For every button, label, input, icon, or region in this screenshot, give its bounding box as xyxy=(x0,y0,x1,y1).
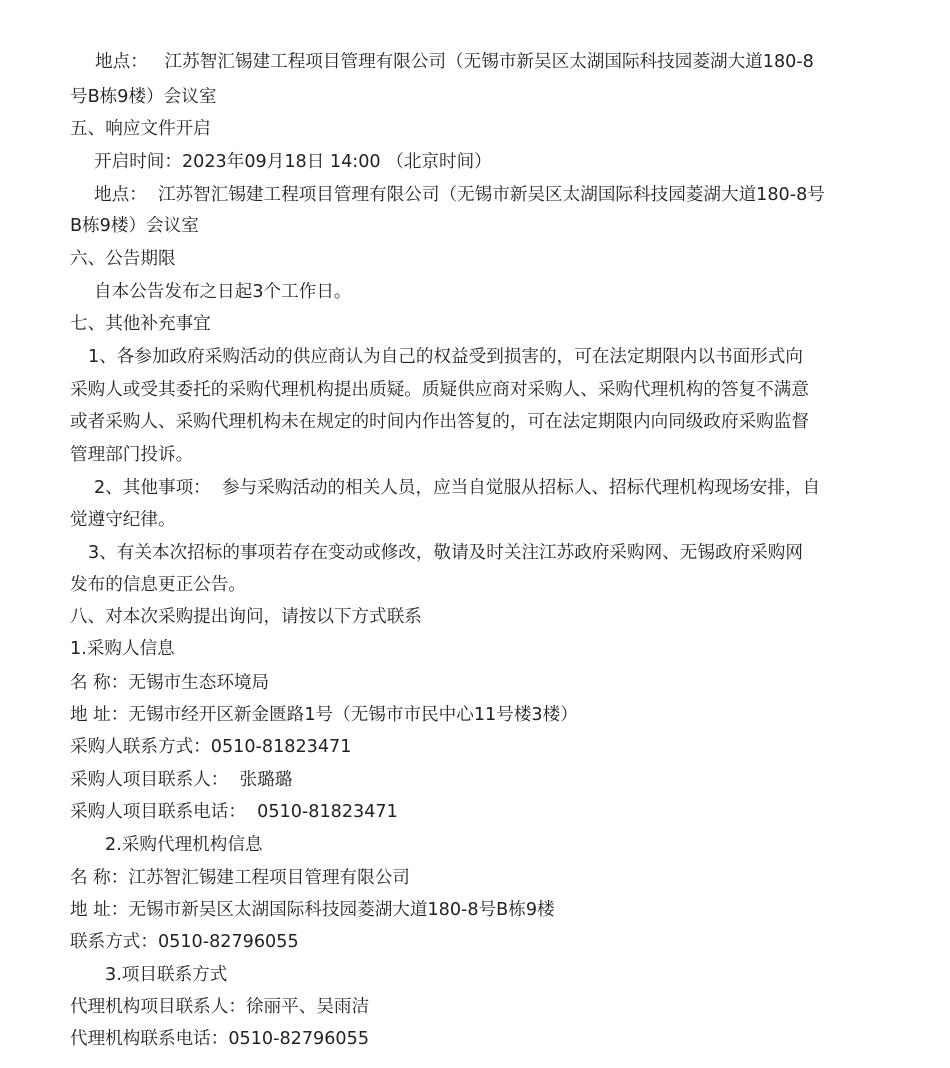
venue-line-2: 号B栋9楼）会议室 xyxy=(70,87,217,107)
agency-name: 名 称：江苏智汇锡建工程项目管理有限公司 xyxy=(70,868,410,888)
supplementary-item-1-line-2: 采购人或受其委托的采购代理机构提出质疑。质疑供应商对采购人、采购代理机构的答复不满意 xyxy=(70,380,809,400)
purchaser-info-heading: 1.采购人信息 xyxy=(70,639,175,659)
section-heading-supplementary: 七、其他补充事宜 xyxy=(70,314,211,334)
purchaser-project-phone: 采购人项目联系电话： 0510-81823471 xyxy=(70,802,398,822)
purchaser-project-contact: 采购人项目联系人： 张璐璐 xyxy=(70,770,293,790)
agency-project-contact: 代理机构项目联系人：徐丽平、吴雨洁 xyxy=(70,997,370,1017)
supplementary-item-3-line-2: 发布的信息更正公告。 xyxy=(70,575,246,595)
purchaser-name: 名 称：无锡市生态环境局 xyxy=(70,673,270,693)
agency-info-heading: 2.采购代理机构信息 xyxy=(105,835,263,855)
purchaser-contact: 采购人联系方式：0510-81823471 xyxy=(70,737,352,757)
supplementary-item-1-line-3: 或者采购人、采购代理机构未在规定的时间内作出答复的，可在法定期限内向同级政府采购监督 xyxy=(70,412,809,432)
section-heading-opening: 五、响应文件开启 xyxy=(70,119,211,139)
section-heading-notice-period: 六、公告期限 xyxy=(70,249,176,269)
opening-time: 开启时间：2023年09月18日 14:00 （北京时间） xyxy=(94,152,492,172)
supplementary-item-3-line-1: 3、有关本次招标的事项若存在变动或修改，敬请及时关注江苏政府采购网、无锡政府采购网 xyxy=(88,543,803,563)
opening-venue-line-1: 地点： 江苏智汇锡建工程项目管理有限公司（无锡市新吴区太湖国际科技园菱湖大道180-8号 xyxy=(94,185,825,205)
agency-phone: 代理机构联系电话：0510-82796055 xyxy=(70,1029,370,1049)
purchaser-address: 地 址：无锡市经开区新金匮路1号（无锡市市民中心11号楼3楼） xyxy=(70,705,578,725)
notice-period-text: 自本公告发布之日起3个工作日。 xyxy=(94,282,352,302)
venue-line-1: 地点： 江苏智汇锡建工程项目管理有限公司（无锡市新吴区太湖国际科技园菱湖大道180-8 xyxy=(95,52,814,72)
opening-venue-line-2: B栋9楼）会议室 xyxy=(70,216,199,236)
supplementary-item-2-line-1: 2、其他事项： 参与采购活动的相关人员，应当自觉服从招标人、招标代理机构现场安排，自 xyxy=(94,478,821,498)
supplementary-item-2-line-2: 觉遵守纪律。 xyxy=(70,510,176,530)
project-contact-heading: 3.项目联系方式 xyxy=(105,965,228,985)
supplementary-item-1-line-1: 1、各参加政府采购活动的供应商认为自己的权益受到损害的，可在法定期限内以书面形式向 xyxy=(88,347,803,367)
agency-address: 地 址：无锡市新吴区太湖国际科技园菱湖大道180-8号B栋9楼 xyxy=(70,900,555,920)
agency-contact: 联系方式：0510-82796055 xyxy=(70,932,299,952)
section-heading-contact: 八、对本次采购提出询问，请按以下方式联系 xyxy=(70,607,422,627)
supplementary-item-1-line-4: 管理部门投诉。 xyxy=(70,445,194,465)
